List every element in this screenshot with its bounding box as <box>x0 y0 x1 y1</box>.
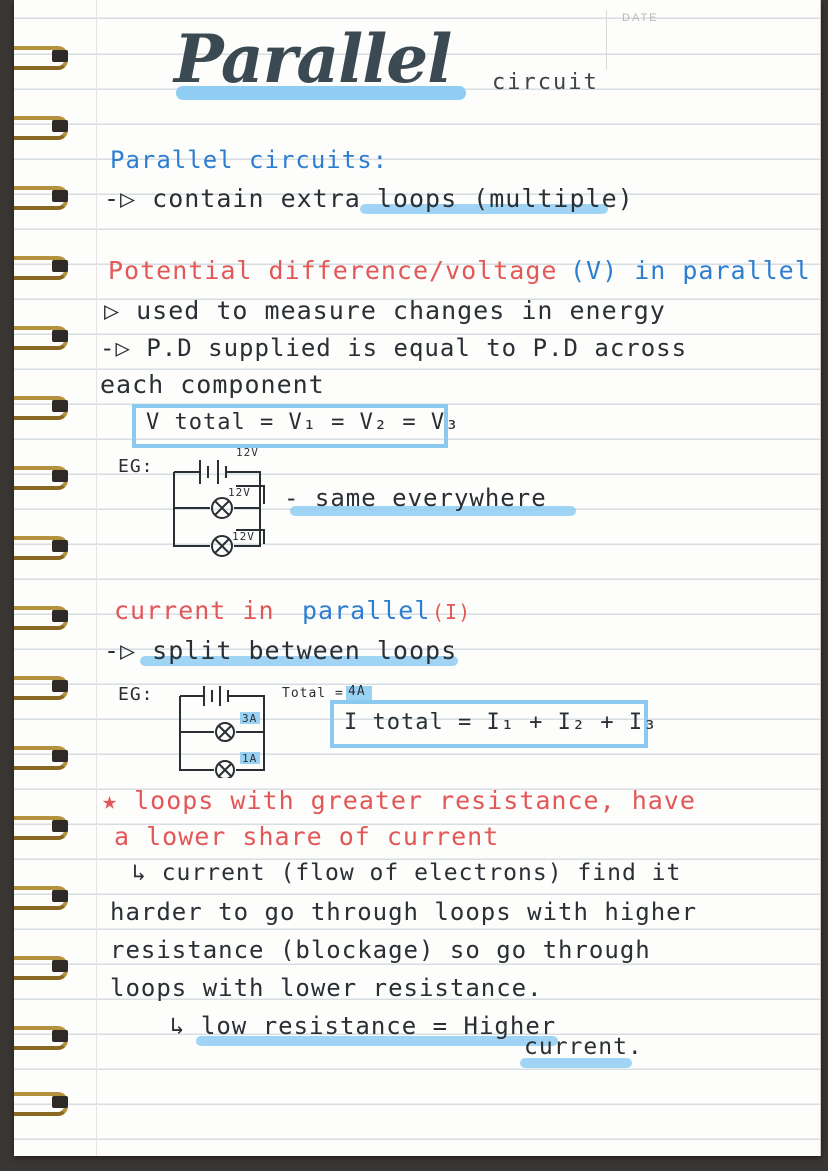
spiral-ring <box>14 604 74 630</box>
current-heading: current in <box>114 596 275 625</box>
note-line: - same everywhere <box>284 484 547 512</box>
note-line-red: a lower share of current <box>114 822 500 851</box>
pd-heading-tail: (V) in parallel <box>570 256 811 285</box>
date-label: DATE <box>622 12 659 24</box>
current-circuit-diagram <box>174 678 280 778</box>
note-line: -▷ P.D supplied is equal to P.D across <box>100 334 688 362</box>
example-label: EG: <box>118 684 154 705</box>
spiral-ring <box>14 184 74 210</box>
note-line: loops with lower resistance. <box>110 974 543 1002</box>
current-label: 3A <box>242 712 258 725</box>
spiral-ring <box>14 114 74 140</box>
spiral-ring <box>14 744 74 770</box>
spiral-ring <box>14 464 74 490</box>
spiral-ring <box>14 884 74 910</box>
note-line: ▷ used to measure changes in energy <box>104 296 666 325</box>
spiral-ring <box>14 814 74 840</box>
spiral-ring <box>14 674 74 700</box>
current-heading-tail: (I) <box>432 600 472 624</box>
spiral-ring <box>14 394 74 420</box>
note-line: ↳ current (flow of electrons) find it <box>132 860 682 886</box>
voltage-label: 12V <box>232 530 255 543</box>
note-line: harder to go through loops with higher <box>110 898 698 926</box>
current-formula: I total = I₁ + I₂ + I₃ <box>344 710 658 735</box>
spiral-ring <box>14 44 74 70</box>
note-line: resistance (blockage) so go through <box>110 936 651 964</box>
note-line-red: ★ loops with greater resistance, have <box>102 786 696 815</box>
spiral-ring <box>14 954 74 980</box>
note-line: current. <box>524 1034 643 1060</box>
spiral-ring <box>14 1090 74 1116</box>
date-divider <box>606 10 607 70</box>
spiral-ring <box>14 324 74 350</box>
spiral-ring <box>14 254 74 280</box>
margin-line <box>96 0 97 1156</box>
note-line: each component <box>100 370 325 399</box>
note-line: -▷ split between loops <box>104 636 458 665</box>
voltage-label: 12V <box>236 446 259 459</box>
current-heading-parallel: parallel <box>302 596 431 625</box>
parallel-circuits-heading: Parallel circuits: <box>110 146 389 174</box>
page-title: Parallel <box>174 20 452 98</box>
total-current-prefix: Total = <box>282 686 344 701</box>
spiral-ring <box>14 1024 74 1050</box>
spiral-ring <box>14 534 74 560</box>
current-label: 1A <box>242 752 258 765</box>
total-current-value: 4A <box>348 684 366 699</box>
voltage-formula: V total = V₁ = V₂ = V₃ <box>146 410 460 435</box>
voltage-circuit-diagram <box>164 446 284 558</box>
note-line: ↳ low resistance = Higher <box>170 1012 557 1040</box>
example-label: EG: <box>118 456 154 477</box>
page-subtitle: circuit <box>492 70 599 95</box>
notebook-page <box>14 0 821 1156</box>
voltage-label: 12V <box>228 486 251 499</box>
note-line: -▷ contain extra loops (multiple) <box>104 184 634 213</box>
pd-heading: Potential difference/voltage <box>108 256 558 285</box>
